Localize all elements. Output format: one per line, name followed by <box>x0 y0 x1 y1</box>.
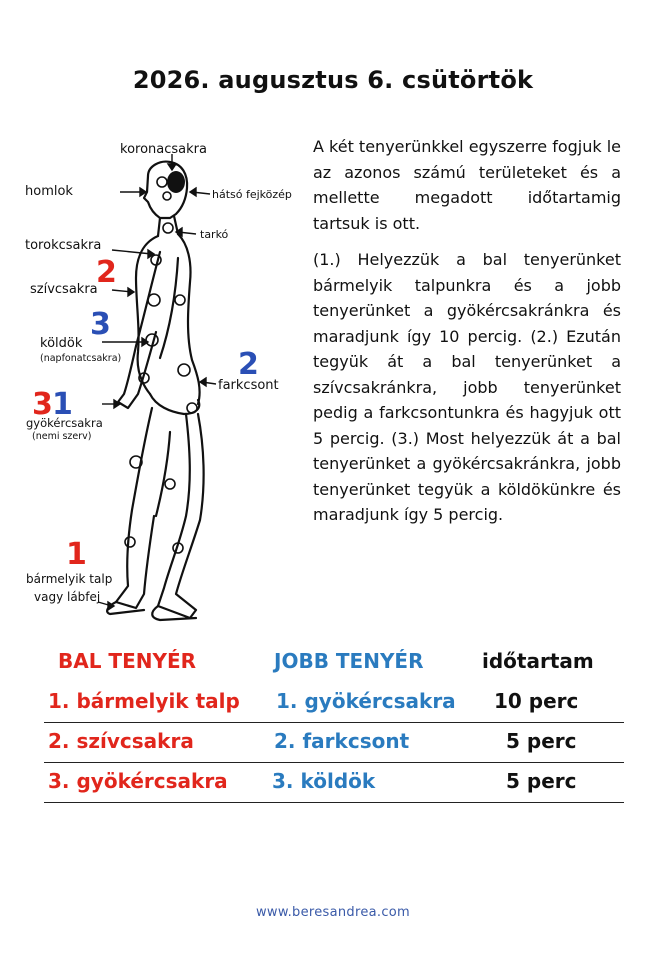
header-idotartam: időtartam <box>482 649 594 673</box>
label-koldok: köldök <box>40 336 83 351</box>
label-homlok: homlok <box>25 184 73 199</box>
schedule-table <box>44 643 624 803</box>
row-1-right: 1. gyökércsakra <box>276 689 456 713</box>
row-1-left: 1. bármelyik talp <box>48 689 240 713</box>
page-title: 2026. augusztus 6. csütörtök <box>132 66 534 94</box>
label-talp-line2: vagy lábfej <box>34 590 101 604</box>
number-koldok: 3 <box>90 307 111 342</box>
label-koldok-sub: (napfonatcsakra) <box>40 353 122 364</box>
number-farkcsont: 2 <box>238 347 259 382</box>
instructions-paragraph-1: A két tenyerünkkel egyszerre fogjuk le az azonos számú területeket és a mellette megadott időtartamig tartsuk is ott. <box>313 137 621 233</box>
label-gyokercsakra-sub: (nemi szerv) <box>32 431 92 442</box>
label-talp-line1: bármelyik talp <box>26 572 113 586</box>
number-gyokercsakra-red: 3 <box>32 387 53 422</box>
instructions-paragraph-2: (1.) Helyezzük a bal tenyerünket bármelyik talpunkra és a jobb tenyerünket a gyökércsakránkra és maradjunk így 10 percig. (2.) Ezután tegyük át a bal tenyerünket a szívcsakránkra, jobb tenyerünket pedig a farkcsontunkra és hagyjuk ott 5 percig. (3.) Most helyezzük át a bal tenyerünket a gyökércsakránkra, jobb tenyerünket tegyük a köldökünkre és maradjunk így 5 percig. <box>313 250 621 524</box>
number-talp: 1 <box>66 537 87 572</box>
number-szivcsakra: 2 <box>96 255 117 290</box>
label-koronacsakra: koronacsakra <box>120 142 207 157</box>
table-row <box>44 683 624 723</box>
number-gyokercsakra-blue: 1 <box>52 387 73 422</box>
table-row <box>44 763 624 803</box>
body-chakra-figure <box>20 132 300 632</box>
row-2-duration: 5 perc <box>506 729 577 753</box>
label-gyokercsakra: gyökércsakra <box>26 416 103 430</box>
row-3-left: 3. gyökércsakra <box>48 769 228 793</box>
row-3-right: 3. köldök <box>272 769 376 793</box>
table-header <box>44 643 624 683</box>
header-bal-tenyer: BAL TENYÉR <box>58 649 197 673</box>
footer-website-link[interactable]: www.beresandrea.com <box>256 905 410 920</box>
row-2-right: 2. farkcsont <box>274 729 410 753</box>
header-jobb-tenyer: JOBB TENYÉR <box>274 649 424 673</box>
row-3-duration: 5 perc <box>506 769 577 793</box>
label-tarko: tarkó <box>200 228 229 241</box>
label-hatso-fejkozep: hátsó fejközép <box>212 188 292 201</box>
label-farkcsont: farkcsont <box>218 378 279 393</box>
row-2-left: 2. szívcsakra <box>48 729 194 753</box>
label-szivcsakra: szívcsakra <box>30 282 98 297</box>
table-row <box>44 723 624 763</box>
row-1-duration: 10 perc <box>494 689 579 713</box>
crown-patch <box>167 171 185 193</box>
label-torokcsakra: torokcsakra <box>25 238 102 253</box>
instructions-text <box>313 134 621 539</box>
